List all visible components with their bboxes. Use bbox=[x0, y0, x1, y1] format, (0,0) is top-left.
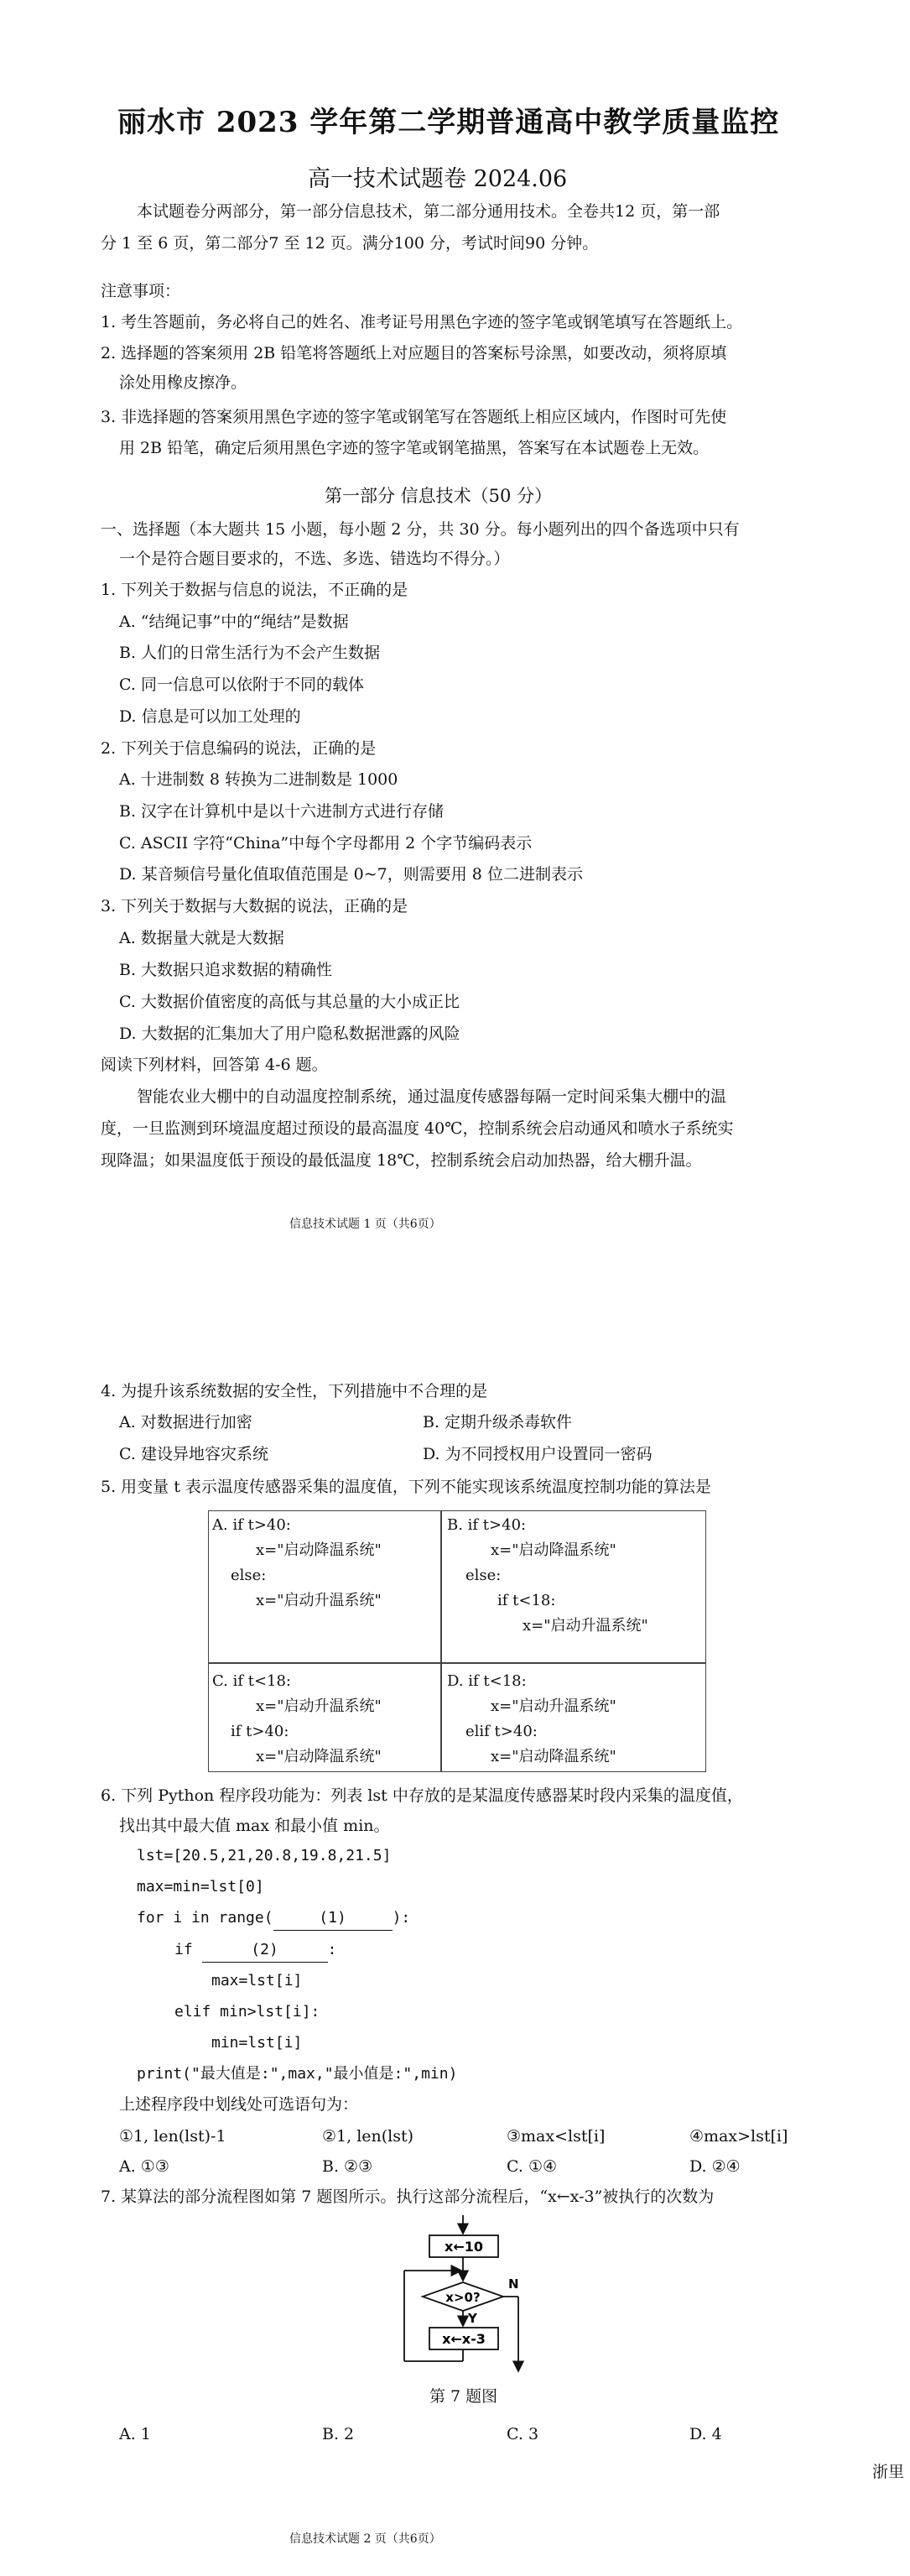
option-cell-c: C. if t<18: x="启动升温系统" if t>40: x="启动降温系统" bbox=[212, 1672, 382, 1765]
question-stem: 7. 某算法的部分流程图如第 7 题图所示。执行这部分流程后，“x←x-3”被执行的次数为 bbox=[101, 2188, 715, 2206]
option: C. 3 bbox=[507, 2425, 539, 2443]
code-line: print("最大值是:",max,"最小值是:",min) bbox=[137, 2065, 458, 2083]
option-cell-d: D. if t<18: x="启动升温系统" elif t>40: x="启动降温系统" bbox=[447, 1672, 616, 1765]
option: C. ASCII 字符“China”中每个字母都用 2 个字节编码表示 bbox=[119, 834, 533, 853]
option: A. 数据量大就是大数据 bbox=[119, 929, 284, 947]
code-line: max=lst[i] bbox=[211, 1972, 303, 1989]
option: B. 人们的日常生活行为不会产生数据 bbox=[119, 644, 381, 662]
option: A. 十进制数 8 转换为二进制数是 1000 bbox=[119, 770, 398, 789]
reading-paragraph: 现降温；如果温度低于预设的最低温度 18℃，控制系统会启动加热器，给大棚升温。 bbox=[101, 1151, 702, 1170]
figure-caption: 第 7 题图 bbox=[429, 2387, 498, 2406]
option: D. ②④ bbox=[689, 2157, 741, 2176]
flowchart bbox=[394, 2215, 545, 2375]
init-label: x←10 bbox=[445, 2239, 483, 2255]
code-line: max=min=lst[0] bbox=[137, 1878, 264, 1895]
reading-paragraph: 智能农业大棚中的自动温度控制系统，通过温度传感器每隔一定时间采集大棚中的温 bbox=[137, 1087, 727, 1106]
notes-item: 1. 考生答题前，务必将自己的姓名、准考证号用黑色字迹的签字笔或钢笔填写在答题纸上。 bbox=[101, 313, 743, 331]
condition-label: x>0? bbox=[445, 2290, 481, 2305]
no-label: N bbox=[508, 2276, 519, 2292]
question-stem: 2. 下列关于信息编码的说法，正确的是 bbox=[101, 739, 377, 758]
option: A. “结绳记事”中的“绳结”是数据 bbox=[119, 613, 349, 631]
option: C. 建设异地容灾系统 bbox=[119, 1445, 268, 1463]
option: D. 某音频信号量化值取值范围是 0~7，则需要用 8 位二进制表示 bbox=[119, 865, 583, 884]
notes-item: 2. 选择题的答案须用 2B 铅笔将答题纸上对应题目的答案标号涂黑，如要改动，须将原填 bbox=[101, 344, 727, 362]
section-instruction: 一个是符合题目要求的，不选、多选、错选均不得分。） bbox=[119, 550, 510, 568]
algorithm-options-table bbox=[208, 1510, 706, 1772]
option: B. ②③ bbox=[322, 2157, 373, 2176]
notes-item: 3. 非选择题的答案须用黑色字迹的签字笔或钢笔写在答题纸上相应区域内，作图时可先使 bbox=[101, 408, 727, 426]
intro-line-1: 本试题卷分两部分，第一部分信息技术，第二部分通用技术。全卷共12 页，第一部 bbox=[137, 202, 720, 221]
choice: ①1, len(lst)-1 bbox=[119, 2127, 226, 2146]
option: A. ①③ bbox=[119, 2157, 169, 2176]
option: C. 大数据价值密度的高低与其总量的大小成正比 bbox=[119, 993, 460, 1011]
code-line: if (2) : bbox=[174, 1938, 336, 1963]
option: B. 2 bbox=[322, 2425, 355, 2443]
option: C. ①④ bbox=[507, 2157, 558, 2176]
question-stem: 4. 为提升该系统数据的安全性，下列措施中不合理的是 bbox=[101, 1382, 488, 1400]
notes-item: 用 2B 铅笔，确定后须用黑色字迹的签字笔或钢笔描黑，答案写在本试题卷上无效。 bbox=[119, 439, 710, 457]
code-line: min=lst[i] bbox=[211, 2034, 303, 2052]
option: A. 1 bbox=[119, 2425, 151, 2443]
answer-blank-1: (1) bbox=[273, 1906, 393, 1931]
option: D. 大数据的汇集加大了用户隐私数据泄露的风险 bbox=[119, 1025, 460, 1043]
option: B. 大数据只追求数据的精确性 bbox=[119, 961, 333, 979]
body-label: x←x-3 bbox=[442, 2331, 486, 2347]
choice: ③max<lst[i] bbox=[507, 2127, 606, 2146]
notes-heading: 注意事项： bbox=[101, 282, 181, 300]
option-cell-b: B. if t>40: x="启动降温系统" else: if t<18: x="启动升温系统" bbox=[447, 1516, 648, 1635]
exam-title: 丽水市 2023 学年第二学期普通高中教学质量监控 bbox=[117, 106, 780, 139]
question-stem: 6. 下列 Python 程序段功能为：列表 lst 中存放的是某温度传感器某时段内采集的温度值， bbox=[101, 1786, 743, 1805]
choice: ②1, len(lst) bbox=[322, 2127, 414, 2146]
question-stem: 1. 下列关于数据与信息的说法，不正确的是 bbox=[101, 581, 408, 599]
question-stem: 找出其中最大值 max 和最小值 min。 bbox=[119, 1817, 390, 1835]
option: D. 信息是可以加工处理的 bbox=[119, 707, 301, 726]
reading-paragraph: 度，一旦监测到环境温度超过预设的最高温度 40℃，控制系统会启动通风和喷水子系统实 bbox=[101, 1119, 734, 1138]
code-line: for i in range( (1) ): bbox=[137, 1906, 410, 1931]
question-stem: 5. 用变量 t 表示温度传感器采集的温度值，下列不能实现该系统温度控制功能的算法是 bbox=[101, 1478, 711, 1496]
section-instruction: 一、选择题（本大题共 15 小题，每小题 2 分，共 30 分。每小题列出的四个备选项中只有 bbox=[101, 520, 740, 539]
reading-prompt: 阅读下列材料，回答第 4-6 题。 bbox=[101, 1056, 328, 1074]
option: C. 同一信息可以依附于不同的载体 bbox=[119, 675, 364, 694]
part-heading: 第一部分 信息技术（50 分） bbox=[325, 486, 553, 506]
answer-blank-2: (2) bbox=[202, 1938, 328, 1963]
page-footer: 信息技术试题 1 页（共6页） bbox=[289, 1218, 441, 1231]
code-line: elif min>lst[i]: bbox=[174, 2003, 320, 2021]
table-divider bbox=[209, 1662, 705, 1664]
code-line: lst=[20.5,21,20.8,19.8,21.5] bbox=[137, 1847, 392, 1864]
notes-item: 涂处用橡皮擦净。 bbox=[119, 373, 247, 392]
yes-label: Y bbox=[468, 2311, 477, 2326]
option: B. 定期升级杀毒软件 bbox=[423, 1413, 573, 1431]
intro-line-2: 分 1 至 6 页，第二部分7 至 12 页。满分100 分，考试时间90 分钟。 bbox=[101, 234, 599, 253]
option-cell-a: A. if t>40: x="启动降温系统" else: x="启动升温系统" bbox=[212, 1516, 382, 1609]
question-prompt: 上述程序段中划线处可选语句为： bbox=[119, 2095, 359, 2114]
option: D. 4 bbox=[689, 2425, 722, 2443]
option: A. 对数据进行加密 bbox=[119, 1413, 252, 1431]
option: D. 为不同授权用户设置同一密码 bbox=[423, 1445, 653, 1463]
side-text: 浙里 bbox=[872, 2463, 905, 2481]
exam-subtitle: 高一技术试题卷 2024.06 bbox=[308, 166, 568, 192]
question-stem: 3. 下列关于数据与大数据的说法，正确的是 bbox=[101, 897, 408, 915]
choice: ④max>lst[i] bbox=[689, 2127, 788, 2146]
page-footer: 信息技术试题 2 页（共6页） bbox=[289, 2532, 441, 2546]
option: B. 汉字在计算机中是以十六进制方式进行存储 bbox=[119, 802, 445, 821]
table-divider bbox=[440, 1511, 442, 1771]
